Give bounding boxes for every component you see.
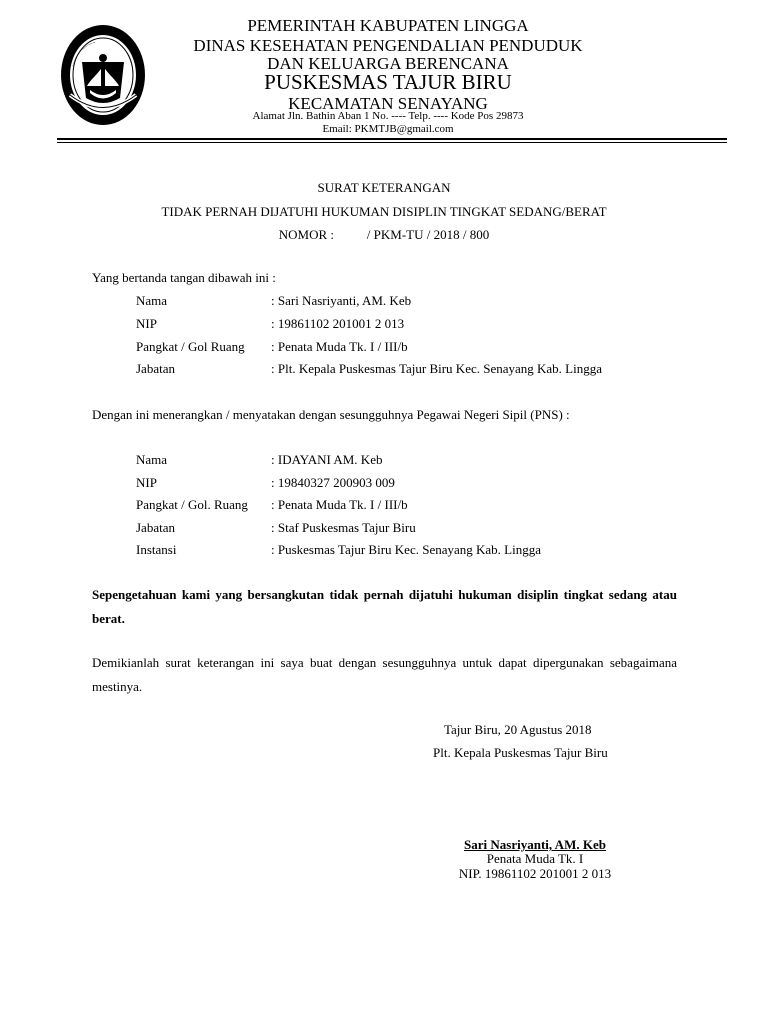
intro-text: Yang bertanda tangan dibawah ini : bbox=[92, 270, 276, 285]
employee-rank-value: : Penata Muda Tk. I / III/b bbox=[271, 497, 408, 512]
letterhead-address: Alamat Jln. Bathin Aban 1 No. ---- Telp. ---- Kode Pos 29873 bbox=[252, 110, 524, 122]
employee-rank-label: Pangkat / Gol. Ruang bbox=[136, 497, 248, 512]
employee-position-value: : Staf Puskesmas Tajur Biru bbox=[271, 520, 416, 535]
employee-institution-value: : Puskesmas Tajur Biru Kec. Senayang Kab. Lingga bbox=[271, 542, 541, 557]
number-label: NOMOR : bbox=[278, 227, 335, 242]
document-number bbox=[92, 227, 676, 243]
signer-rank: Penata Muda Tk. I bbox=[486, 851, 584, 866]
letterhead-agency: DINAS KESEHATAN PENGENDALIAN PENDUDUK bbox=[193, 36, 583, 55]
signer-position-value: : Plt. Kepala Puskesmas Tajur Biru Kec. Senayang Kab. Lingga bbox=[271, 361, 603, 376]
letterhead-puskesmas: PUSKESMAS TAJUR BIRU bbox=[264, 70, 512, 94]
signer-position-label: Jabatan bbox=[136, 361, 175, 376]
employee-institution-label: Instansi bbox=[136, 542, 177, 557]
place-date: Tajur Biru, 20 Agustus 2018 bbox=[444, 722, 592, 737]
signer-name-value: : Sari Nasriyanti, AM. Keb bbox=[271, 293, 412, 308]
disciplinary-statement: Sepengetahuan kami yang bersangkutan tidak pernah dijatuhi hukuman disiplin tingkat sedang atau berat. bbox=[92, 587, 677, 626]
signer-name-label: Nama bbox=[136, 293, 168, 308]
signer-name: Sari Nasriyanti, AM. Keb bbox=[464, 837, 606, 852]
closing-paragraph: Demikianlah surat keterangan ini saya buat dengan sesungguhnya untuk dapat dipergunakan sebagaimana mestinya. bbox=[92, 655, 677, 694]
employee-position-label: Jabatan bbox=[136, 520, 175, 535]
document-subtitle: TIDAK PERNAH DIJATUHI HUKUMAN DISIPLIN TINGKAT SEDANG/BERAT bbox=[161, 204, 607, 219]
number-value: / PKM-TU / 2018 / 800 bbox=[366, 227, 490, 242]
signer-rank-label: Pangkat / Gol Ruang bbox=[136, 339, 245, 354]
statement-text: Dengan ini menerangkan / menyatakan dengan sesungguhnya Pegawai Negeri Sipil (PNS) : bbox=[92, 407, 570, 422]
letterhead-agency-cont: DAN KELUARGA BERENCANA bbox=[267, 54, 509, 73]
employee-nip-label: NIP bbox=[136, 475, 157, 490]
signer-rank-value: : Penata Muda Tk. I / III/b bbox=[271, 339, 408, 354]
letterhead-rule-thick bbox=[57, 138, 727, 140]
employee-name-label: Nama bbox=[136, 452, 168, 467]
signer-nip-value: : 19861102 201001 2 013 bbox=[271, 316, 405, 331]
document-title: SURAT KETERANGAN bbox=[317, 180, 451, 195]
svg-text:~~~~~~~~~~~~: ~~~~~~~~~~~~ bbox=[71, 41, 97, 68]
letterhead-government: PEMERINTAH KABUPATEN LINGGA bbox=[247, 16, 529, 35]
signer-position-title: Plt. Kepala Puskesmas Tajur Biru bbox=[433, 745, 608, 760]
regency-seal-icon bbox=[60, 20, 146, 128]
signer-nip: NIP. 19861102 201001 2 013 bbox=[458, 866, 612, 881]
letterhead-rule-thin bbox=[57, 142, 727, 143]
signer-nip-label: NIP bbox=[136, 316, 157, 331]
letterhead-district: KECAMATAN SENAYANG bbox=[288, 94, 488, 113]
letterhead-email: Email: PKMTJB@gmail.com bbox=[322, 123, 454, 135]
employee-name-value: : IDAYANI AM. Keb bbox=[271, 452, 383, 467]
employee-nip-value: : 19840327 200903 009 bbox=[271, 475, 395, 490]
